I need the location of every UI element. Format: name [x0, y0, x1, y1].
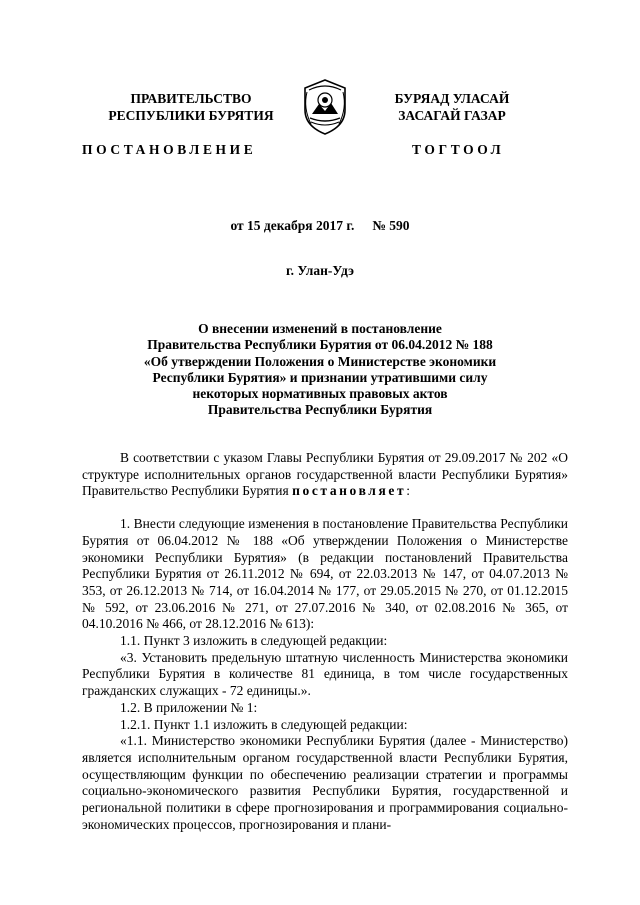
government-name-buryat-line2: ЗАСАГАЙ ГАЗАР — [398, 108, 506, 123]
paragraph-1-1: 1.1. Пункт 3 изложить в следующей редакции: — [120, 633, 388, 649]
government-name-buryat — [372, 90, 532, 124]
title-line: Республики Бурятия» и признании утратившими силу — [152, 369, 488, 385]
document-date-line — [0, 218, 640, 234]
title-line: некоторых нормативных правовых актов — [192, 386, 448, 402]
government-name-buryat-line1: БУРЯАД УЛАСАЙ — [394, 91, 510, 106]
document-type-russian: ПОСТАНОВЛЕНИЕ — [82, 142, 257, 157]
paragraph-1: 1. Внести следующие изменения в постановление Правительства Республики Бурятия от 06.04.2012 № 188 «Об утверждении Положения о Министерстве экономики Республики Бурятия» (в редакции постановлений Правительства Республики Бурятия от 26.11.2012 № 694, от 22.03.2013 № 147, от 04.07.2013 № 353, от 26.12.2013 № 714, от 16.04.2014 № 177, от 29.05.2015 № 270, от 01.12.2015 № 592, от 23.06.2016 № 271, от 27.07.2016 № 340, от 02.08.2016 № 365, от 04.10.2016 № 466, от 28.12.2016 № 613): — [82, 516, 568, 632]
resolves-word: постановляет — [292, 483, 407, 499]
paragraph-1-1-text: «3. Установить предельную штатную численность Министерства экономики Республики Бурятия в количестве 81 единица, в том числе государственных гражданских служащих - 72 единицы.». — [82, 649, 568, 699]
government-name-russian — [96, 90, 286, 124]
document-date: от 15 декабря 2017 г. — [230, 218, 355, 233]
government-name-line1: ПРАВИТЕЛЬСТВО — [130, 91, 252, 106]
resolves-colon: : — [406, 483, 410, 499]
title-line: Правительства Республики Бурятия — [207, 402, 433, 418]
preamble-text: В соответствии с указом Главы Республики Бурятия от 29.09.2017 № 202 «О структуре исполнительных органов государственной власти Республики Бурятия» Правительство Республики Бурятия — [82, 450, 568, 499]
preamble-paragraph — [82, 450, 568, 500]
title-line: Правительства Республики Бурятия от 06.04.2012 № 188 — [147, 337, 493, 353]
paragraph-1-2: 1.2. В приложении № 1: — [120, 699, 258, 715]
document-number: № 590 — [372, 218, 410, 233]
document-city: г. Улан-Удэ — [286, 263, 354, 278]
document-title — [0, 321, 640, 419]
document-type-buryat: ТОГТООЛ — [412, 142, 505, 157]
paragraph-1-2-1-text: «1.1. Министерство экономики Республики Бурятия (далее - Министерство) является исполнительным органом государственной власти Республики Бурятия, осуществляющим функции по обеспечению реализации стратегии и программы социально-экономического развития Республики Бурятия, государственной и региональной политики в сфере прогнозирования и программирования социально-экономических процессов, прогнозирования и плани- — [82, 733, 568, 832]
paragraph-1-2-1: 1.2.1. Пункт 1.1 изложить в следующей редакции: — [120, 716, 408, 732]
title-line: «Об утверждении Положения о Министерстве экономики — [143, 353, 497, 369]
coat-of-arms-icon — [299, 78, 351, 136]
title-line: О внесении изменений в постановление — [198, 321, 442, 336]
document-body — [82, 450, 568, 833]
government-name-line2: РЕСПУБЛИКИ БУРЯТИЯ — [108, 108, 274, 123]
